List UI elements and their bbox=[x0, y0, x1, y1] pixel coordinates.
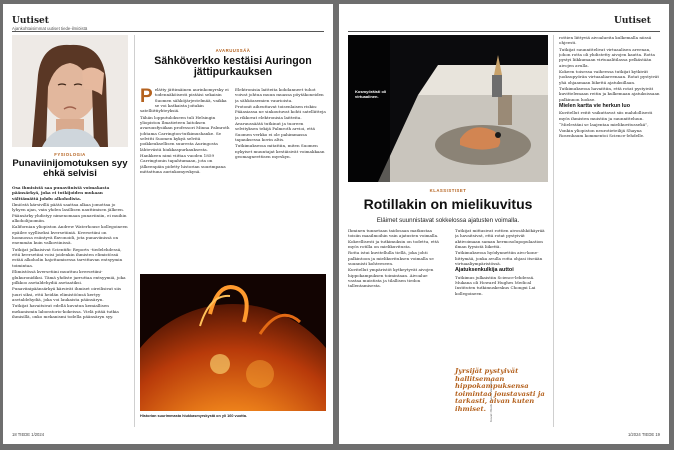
header-rule bbox=[12, 31, 324, 32]
article3-column-3 bbox=[559, 35, 660, 427]
article1-paragraph: Punaviinipäänsärkyä kärsivät ihmiset oireilisivat siis juuri siksi, että heidän elimistöönsä kertyy asetaldehydiä, joka voi laukaista päänsäryn. bbox=[12, 286, 122, 302]
article1-headline: Punaviinijomotuksen syy ehkä selvisi bbox=[12, 158, 128, 180]
solar-photo-caption: Historian suurimmasta hiukkasmyrskystä on yli 160 vuotta. bbox=[140, 414, 247, 418]
section-title: Uutiset bbox=[12, 16, 49, 26]
right-folio: 1/2024 TIEDE 19 bbox=[627, 432, 660, 437]
article3-paragraph: Tutkimuksessa hyödynnettiin aivo-kone-liittymää, jonka avulla rotta ohjasi itseään virtuaaliympäristössä. bbox=[455, 250, 543, 267]
article2-paragraph: elätty jättimäinen aurinkomyrsky ei todennäköisesti pistäisi sekaisin Suomen sähköjärjestelmää, vaikka se voi katkaista joitakin satelliittiyhteyksiä. bbox=[140, 87, 229, 114]
photo-credit: Kuvat: iStock / Laura Vanhatalo bbox=[489, 378, 493, 422]
article2-kicker: AVARUUSSÄÄ bbox=[215, 48, 251, 53]
article3-headline: Rotillakin on mielikuvitus bbox=[363, 196, 533, 212]
article2-paragraph: Elektronisia laitteita kohdanneet tuhot voivat johtua muun muassa pöytäkoneiden ja sähköasemien vaurioista. bbox=[235, 87, 324, 103]
article2-column-1 bbox=[140, 87, 230, 267]
section-title: Uutiset bbox=[614, 16, 651, 26]
article3-paragraph: Kuvitellut reitit vaikuttavat siis mahdollisesti myös ihmisten muistiin ja suunnitteluun. bbox=[559, 110, 653, 121]
pull-quote: Jyrsijät pystyivät hallitsemaan hippokampuksensa toimintaa joustavasti ja tarkasti, aivan kuten ihmiset. bbox=[455, 367, 545, 413]
article3-paragraph: Kokeen toisessa vaiheessa tutkijat kytkivät juoksupyörän virtuaaliareenaan. Rotat pystyivät yhä ohjaamaan liikettä ajatuksillaan. bbox=[559, 69, 659, 85]
article3-deck: Eläimet suunnistavat sokkelossa ajatusten voimalla. bbox=[376, 217, 520, 224]
article3-paragraph: Tutkimus julkaistiin Science-lehdessä. Mukana oli Howard Hughes Medical Instituten tutkimuskeskus Chongxi Lai kollegoineen. bbox=[455, 274, 536, 296]
article1-paragraph: Kalifornian yliopiston Andrew Waterhouse kollegoineen epäilee syylliseksi kversetiiniä. Kversetiini on luonnossa esiintyvä flavonoidi, jota punaviinissä on enemmän kuin valkoviinissä. bbox=[12, 224, 128, 246]
article3-paragraph: Tutkimuksessa havaittiin, että rotat pystyivät kuvittelemaan reitin ja kulkemaan ajatuksissaan palkinnon luokse. bbox=[559, 86, 660, 102]
article3-subhead: Mielen kartta vie herkun luo bbox=[559, 103, 630, 110]
article3-kicker: KLASSISTISET bbox=[429, 188, 467, 193]
section-subtitle: Ajankohtaisimmat uutiset tiede-ilmiöistä bbox=[12, 26, 88, 31]
article1-paragraph: Tutkijat havaitsivat edellä kuvatun kemiallisen mekanismin laboratorio-kokeissa. Vielä pitää tutkia ihmisillä, onko mekanismi todella päänsäryn syy. bbox=[12, 303, 119, 319]
article3-column-2 bbox=[455, 228, 548, 358]
article3-subhead: Ajatuksenkulkija auttoi bbox=[455, 267, 514, 274]
left-folio: 18 TIEDE 1/2024 bbox=[12, 432, 45, 437]
column-divider bbox=[134, 35, 135, 427]
article3-paragraph: Rotta istui kuvitellulla tiellä, joka johti palkintoon ja mielikuvituksen voimalla se suunnisti kohteeseen. bbox=[348, 250, 434, 267]
article1-kicker: FYSIOLOGIA bbox=[54, 152, 86, 157]
article2-paragraph: Avaruussäätä tutkinut ja tuoreen selvityksen tekijä Palmroth arvioi, että Suomen verkko ei ole pahimmassa tapauksessa kovin altis. bbox=[235, 121, 315, 143]
article3-paragraph: Tutkijat mittasivat rottien aivosähkökäyrää ja havaitsivat, että rotat pystyivät aktivoimaan saman hermosolupopulaation ilman fyysistä liikettä. bbox=[455, 228, 545, 250]
rat-vr-photo bbox=[348, 35, 548, 182]
right-page bbox=[339, 4, 669, 444]
article2-paragraph: Tähän lopputulokseen tuli Helsingin yliopiston Ilmatieteen laitoksen avaruusfysiikan professori Minna Palmroth johtama Carrington-tutkimushanke. Se selvitti Suomen kykyä selvitä poikkeuksellisen suuresta Auringosta lähtevästä hiukkaspurkauksesta. bbox=[140, 114, 230, 152]
header-rule bbox=[348, 31, 660, 32]
article2-paragraph: Tutkimuksessa mitattiin, miten Suomen nykyiset muuntajat kestäisivät voimakkaan geomagneettisen myrskyn. bbox=[235, 143, 325, 160]
article3-paragraph: rottien liittyviä aivoalueita kulkemalla niissä ohjeesti. bbox=[559, 35, 652, 46]
drop-cap: P bbox=[140, 87, 153, 107]
article1-paragraph: Tutkijat julkaisivat Scientific Reports -tiedelehdessä, että kversetiini voisi joidenkin ihmisten elimistössä estää alkoholin hajottamisessa tarvittavan entsyymin toimintaa. bbox=[12, 246, 123, 268]
article1-lead: Osa ihmisistä saa punaviinistä voimakasta päänsärkyä, joka ei tutkijoiden mukaan välttämättä johdu alkoholista. bbox=[12, 185, 110, 201]
article1-paragraph: Elimistössä kversetiini muuttuu kversetiini-glukuronidiksi. Tämä yhdiste jarruttaa entsyymiä, joka pilkkoo asetaldehydiä asetaatiksi. bbox=[12, 269, 126, 285]
article3-paragraph: Ihminen tunnetaan taidosaan matkustaa toisiin maailmoihin vain ajatusten voimalla. Kokeellisesti ja tutkimuksin on todettu, että myös rotilla on mielikuvitusta. bbox=[348, 228, 439, 250]
article2-headline: Sähköverkko kestäisi Auringon jättipurkauksen bbox=[154, 55, 312, 79]
rat-photo-caption: Kosmyöräisti oli virtuaalinen. bbox=[355, 89, 387, 99]
article3-paragraph: Kuvitellut ympäristöt kytkeytyvät aivojen hippokampuksen toimintaan. Aivoalue vastaa muistista ja tilallisen tiedon tallentamisesta. bbox=[348, 267, 434, 289]
article1-paragraph: Ilmiöstä kärsivillä päätä saattaa alkaa jomottaa jo lyhyen ajan, vain yhden lasillisen nauttimisen jälkeen. Päänsärky yhdistyy nimenomaan punaviiniin, ei muihin alkoholijuomiin. bbox=[12, 202, 127, 224]
article1-body bbox=[12, 185, 128, 427]
article2-paragraph: Protonit aiheuttavat toisenlaisen riskin: Pääasiassa ne sinkoutuvat kohti satelliitteja ja rikkovat elektronisia laitteita. bbox=[235, 104, 326, 120]
left-page bbox=[3, 4, 333, 444]
article3-paragraph: “Mielestäni se laajentaa mielikuvitussekä”, Vonkin yliopiston neurotieteilijä Shayna Rosenbaum kommentoi Science-lehdelle. bbox=[559, 122, 649, 138]
article3-paragraph: Tutkijat suunnittelivat virtuaalisen areenan, johon rotta oli yhdistetty aivojen kautta. Rotta pystyi liikkumaan virtuaalitilassa pelkästään aivojen avulla. bbox=[559, 46, 655, 68]
article2-column-2 bbox=[235, 87, 326, 267]
article2-paragraph: Hankkeen nimi viittaa vuoden 1859 Carringtonin tapahtumaan, jota on jälkeenpäin pidetty historian suurimpana mittattuna aurinkomyrskynä. bbox=[140, 153, 226, 175]
column-divider bbox=[553, 35, 554, 427]
article3-column-1 bbox=[348, 228, 440, 423]
headache-photo bbox=[12, 35, 128, 147]
solar-flare-photo bbox=[140, 274, 326, 411]
